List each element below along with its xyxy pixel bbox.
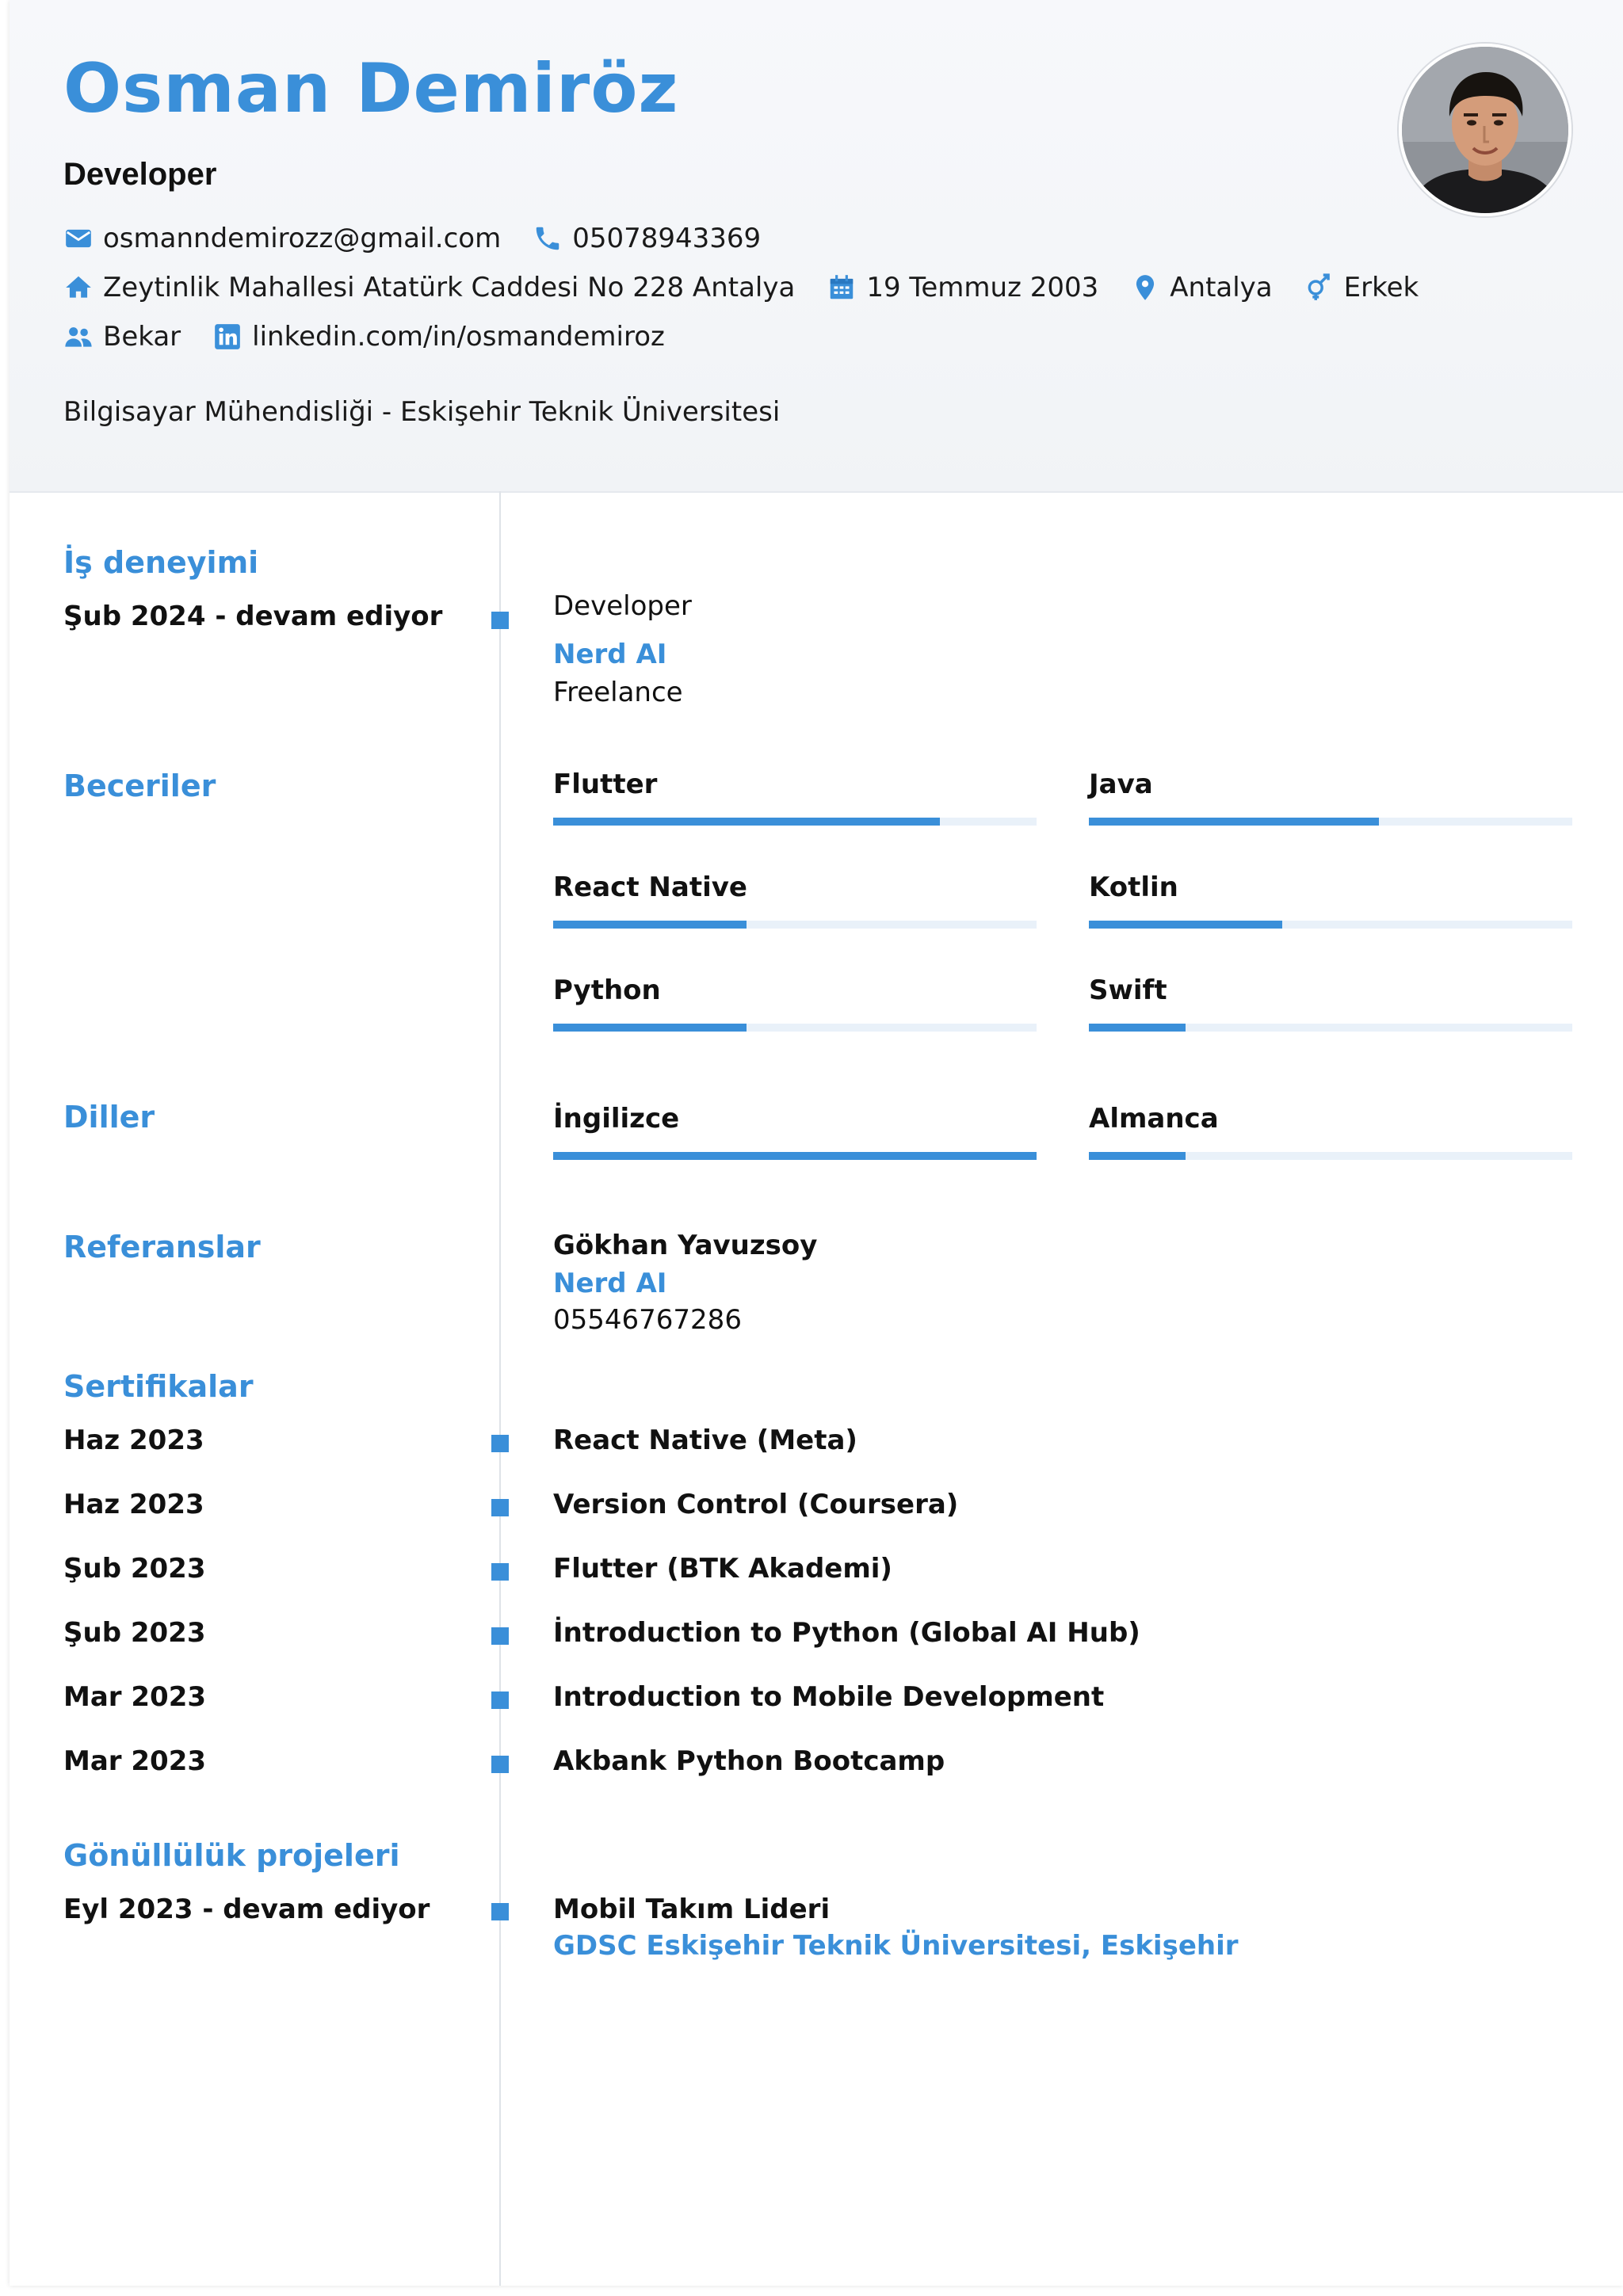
certificate-name: Flutter (BTK Akademi)	[553, 1553, 892, 1585]
skill-bar-fill	[553, 818, 940, 826]
reference-name: Gökhan Yavuzsoy	[553, 1230, 818, 1261]
skill-bar-fill	[553, 1024, 747, 1032]
skill-flutter	[553, 769, 1037, 800]
envelope-icon	[63, 223, 94, 254]
certificates-title: Sertifikalar	[63, 1369, 254, 1404]
certificate-name: İntroduction to Python (Global AI Hub)	[553, 1617, 1140, 1649]
linkedin-text: linkedin.com/in/osmandemiroz	[252, 321, 665, 353]
contact-row-3	[63, 317, 697, 357]
skill-label: Kotlin	[1089, 871, 1178, 903]
timeline-marker	[491, 1435, 509, 1452]
language-bar-track	[1089, 1152, 1572, 1160]
birthdate-item	[827, 272, 1098, 303]
skill-bar-track	[553, 921, 1037, 929]
linkedin-item[interactable]	[212, 321, 665, 353]
timeline-marker	[491, 1691, 509, 1709]
skill-kotlin	[1089, 871, 1572, 903]
skill-bar-track	[1089, 1024, 1572, 1032]
skill-label: Swift	[1089, 974, 1167, 1006]
linkedin-icon	[212, 322, 242, 352]
users-icon	[63, 322, 94, 352]
experience-company: Nerd AI	[553, 639, 667, 670]
gender-item	[1304, 272, 1419, 303]
timeline-marker	[491, 1756, 509, 1773]
certificate-name: Introduction to Mobile Development	[553, 1681, 1105, 1713]
skills-title: Beceriler	[63, 769, 216, 803]
reference-phone: 05546767286	[553, 1304, 742, 1336]
experience-date: Şub 2024 - devam ediyor	[63, 601, 443, 632]
timeline-marker	[491, 1903, 509, 1920]
experience-title: İş deneyimi	[63, 545, 259, 580]
volunteer-role: Mobil Takım Lideri	[553, 1894, 831, 1925]
skill-bar-fill	[1089, 818, 1379, 826]
skill-label: Java	[1089, 769, 1153, 800]
skill-java	[1089, 769, 1572, 800]
calendar-icon	[827, 273, 857, 303]
timeline-divider	[499, 491, 501, 2286]
address-item	[63, 272, 795, 303]
certificate-date: Şub 2023	[63, 1617, 206, 1649]
contact-row-1	[63, 219, 792, 258]
skill-bar-fill	[1089, 1024, 1186, 1032]
reference-company: Nerd AI	[553, 1268, 667, 1299]
birthdate-text: 19 Temmuz 2003	[866, 272, 1099, 303]
certificate-date: Şub 2023	[63, 1553, 206, 1585]
skill-label: Flutter	[553, 769, 658, 800]
marital-text: Bekar	[103, 321, 181, 353]
skill-python	[553, 974, 1037, 1006]
address-text: Zeytinlik Mahallesi Atatürk Caddesi No 228 Antalya	[103, 272, 796, 303]
certificate-name: React Native (Meta)	[553, 1425, 857, 1456]
timeline-marker	[491, 612, 509, 629]
timeline-marker	[491, 1499, 509, 1516]
volunteer-title: Gönüllülük projeleri	[63, 1838, 400, 1873]
timeline-marker	[491, 1627, 509, 1645]
certificate-date: Mar 2023	[63, 1745, 207, 1777]
skill-label: Python	[553, 974, 661, 1006]
language-english	[553, 1103, 1037, 1135]
skill-bar-track	[553, 1024, 1037, 1032]
language-bar-fill	[1089, 1152, 1186, 1160]
language-label: Almanca	[1089, 1103, 1219, 1135]
language-label: İngilizce	[553, 1103, 680, 1135]
marital-item	[63, 321, 181, 353]
references-title: Referanslar	[63, 1230, 261, 1264]
phone-icon	[533, 223, 563, 254]
skill-label: React Native	[553, 871, 747, 903]
resume-page	[10, 0, 1623, 2286]
gender-icon	[1304, 273, 1335, 303]
experience-type: Freelance	[553, 677, 683, 708]
timeline-marker	[491, 1563, 509, 1581]
skill-bar-track	[1089, 921, 1572, 929]
language-german	[1089, 1103, 1572, 1135]
candidate-title: Developer	[63, 157, 217, 192]
map-pin-icon	[1130, 273, 1160, 303]
home-icon	[63, 273, 94, 303]
email-text: osmanndemirozz@gmail.com	[103, 223, 502, 254]
resume-header	[10, 0, 1623, 493]
volunteer-date: Eyl 2023 - devam ediyor	[63, 1894, 430, 1925]
certificate-name: Akbank Python Bootcamp	[553, 1745, 945, 1777]
certificate-date: Haz 2023	[63, 1425, 204, 1456]
phone-text: 05078943369	[572, 223, 762, 254]
language-bar-track	[553, 1152, 1037, 1160]
city-item	[1130, 272, 1272, 303]
languages-title: Diller	[63, 1100, 155, 1135]
skill-bar-track	[553, 818, 1037, 826]
volunteer-org: GDSC Eskişehir Teknik Üniversitesi, Eskişehir	[553, 1930, 1239, 1962]
skill-bar-fill	[1089, 921, 1282, 929]
skill-bar-fill	[553, 921, 747, 929]
certificate-name: Version Control (Coursera)	[553, 1489, 959, 1520]
gender-text: Erkek	[1343, 272, 1419, 303]
language-bar-fill	[553, 1152, 1037, 1160]
certificate-date: Mar 2023	[63, 1681, 207, 1713]
candidate-name: Osman Demiröz	[63, 49, 679, 128]
education-line: Bilgisayar Mühendisliği - Eskişehir Teknik Üniversitesi	[63, 396, 781, 428]
skill-swift	[1089, 974, 1572, 1006]
phone-item[interactable]	[533, 223, 761, 254]
avatar	[1399, 44, 1571, 216]
profile-photo	[1402, 47, 1568, 213]
city-text: Antalya	[1170, 272, 1273, 303]
certificate-date: Haz 2023	[63, 1489, 204, 1520]
contact-row-2	[63, 268, 1450, 307]
skill-react-native	[553, 871, 1037, 903]
email-item[interactable]	[63, 223, 501, 254]
experience-position: Developer	[553, 590, 692, 622]
skill-bar-track	[1089, 818, 1572, 826]
